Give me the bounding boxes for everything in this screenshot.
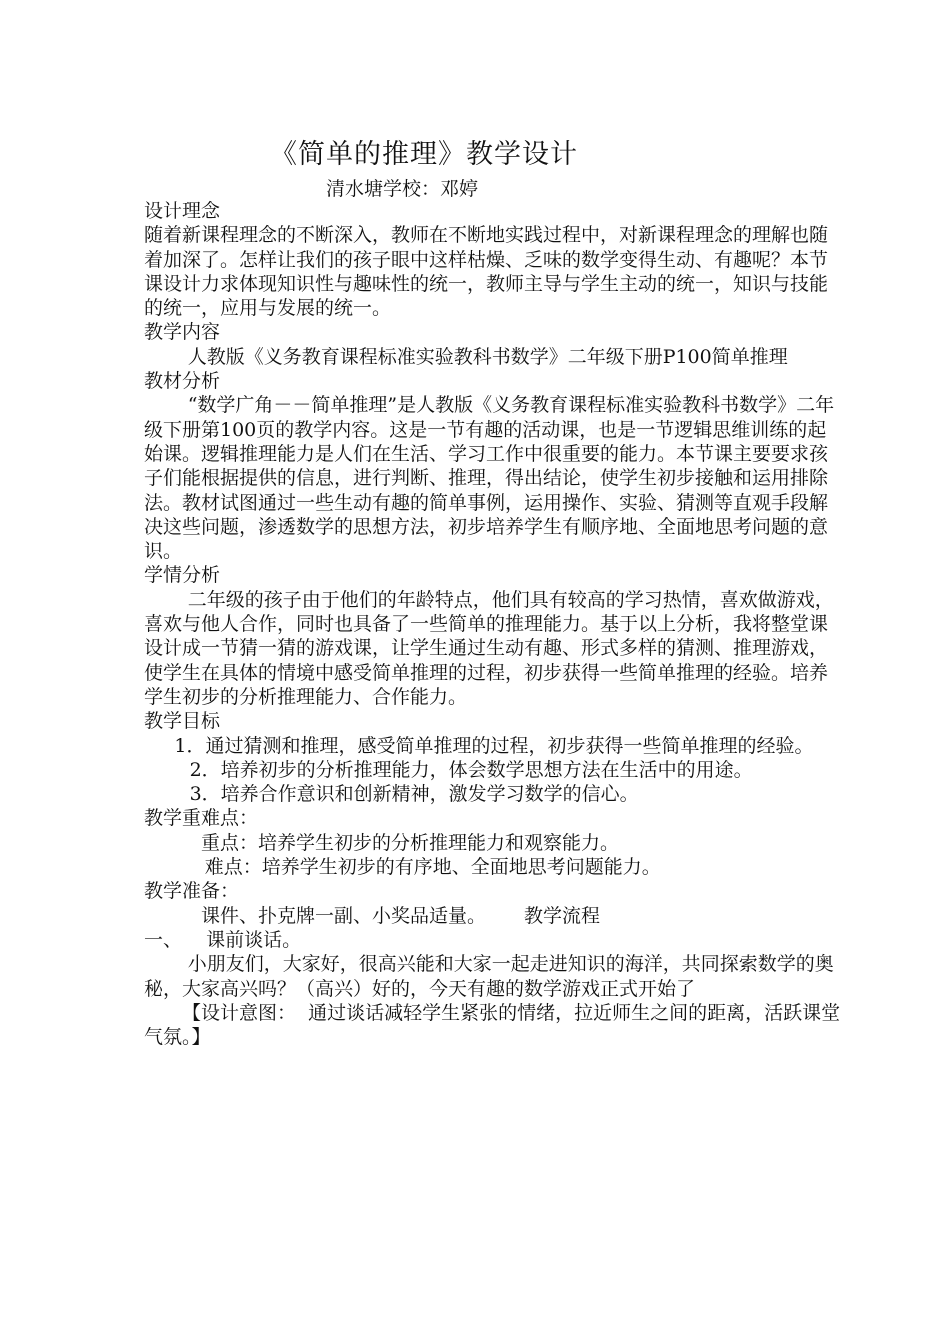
document-body: [144, 199, 844, 1049]
paragraph-material: “数学广角－－简单推理”是人教版《义务教育课程标准实验教科书数学》二年级下册第100页的教学内容。这是一节有趣的活动课，也是一节逻辑思维训练的起始课。逻辑推理能力是人们在生活、学习工作中很重要的能力。本节课主要要求孩子们能根据提供的信息，进行判断、推理，得出结论，使学生初步接触和运用排除法。教材试图通过一些生动有趣的简单事例，运用操作、实验、猜测等直观手段解决这些问题，渗透数学的思想方法，初步培养学生有顺序地、全面地思考问题的意识。: [144, 394, 835, 563]
paragraph-content: 人教版《义务教育课程标准实验教科书数学》二年级下册P100简单推理: [187, 345, 788, 368]
heading-step-1: 一、 课前谈话。: [144, 928, 302, 951]
design-intent-note: 【设计意图： 通过谈话减轻学生紧张的情绪，拉近师生之间的距离，活跃课堂气氛。】: [144, 1001, 841, 1049]
goal-item-3: 3．培养合作意识和创新精神，激发学习数学的信心。: [189, 783, 639, 806]
heading-preparation: 教学准备：: [144, 880, 240, 903]
paragraph-step-1: 小朋友们，大家好，很高兴能和大家一起走进知识的海洋，共同探索数学的奥秘，大家高兴吗？（高兴）好的，今天有趣的数学游戏正式开始了: [144, 953, 834, 1000]
heading-key-points: 教学重难点：: [144, 807, 259, 830]
heading-content: 教学内容: [144, 321, 221, 344]
preparation-text: 课件、扑克牌一副、小奖品适量。: [201, 904, 487, 927]
heading-goals: 教学目标: [144, 710, 221, 733]
heading-material: 教材分析: [144, 370, 221, 393]
heading-philosophy: 设计理念: [144, 200, 221, 222]
author-line: 清水塘学校：邓婷: [326, 178, 479, 200]
paragraph-students: 二年级的孩子由于他们的年龄特点，他们具有较高的学习热情，喜欢做游戏，喜欢与他人合作，同时也具备了一些简单的推理能力。基于以上分析，我将整堂课设计成一节猜一猜的游戏课，让学生通过生动有趣、形式多样的猜测、推理游戏，使学生在具体的情境中感受简单推理的过程，初步获得一些简单推理的经验。培养学生初步的分析推理能力、合作能力。: [144, 588, 834, 708]
goal-item-1: 1．通过猜测和推理，感受简单推理的过程，初步获得一些简单推理的经验。: [174, 734, 814, 757]
document-title: 《简单的推理》教学设计: [270, 139, 578, 170]
paragraph-philosophy: 随着新课程理念的不断深入，教师在不断地实践过程中，对新课程理念的理解也随着加深了。怎样让我们的孩子眼中这样枯燥、乏味的数学变得生动、有趣呢？本节课设计力求体现知识性与趣味性的统一，教师主导与学生主动的统一，知识与技能的统一，应用与发展的统一。: [144, 224, 829, 320]
goal-item-2: 2．培养初步的分析推理能力，体会数学思想方法在生活中的用途。: [189, 758, 753, 781]
difficulty-line: 难点：培养学生初步的有序地、全面地思考问题能力。: [204, 856, 661, 879]
key-point-line: 重点：培养学生初步的分析推理能力和观察能力。: [201, 831, 620, 854]
heading-students: 学情分析: [144, 564, 221, 587]
preparation-line: [144, 904, 844, 928]
flow-label: 教学流程: [524, 904, 601, 927]
